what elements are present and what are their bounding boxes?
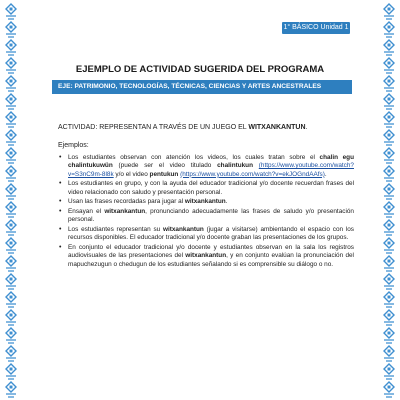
- item-bold: witxankantun: [185, 252, 227, 260]
- decorative-border-right: [382, 0, 396, 400]
- border-motif-icon: [384, 148, 394, 163]
- decorative-border-left: [4, 0, 18, 400]
- border-motif-icon: [384, 346, 394, 361]
- video-link-pentukun[interactable]: (https://www.youtube.com/watch?v=ekJOGndAAfs): [180, 170, 325, 178]
- item-text: Ensayan el: [68, 208, 105, 215]
- border-motif-icon: [384, 22, 394, 37]
- video-link-chalintukun[interactable]: (https://www.youtube.com/watch?v=S3nC9m-8l8k: [68, 162, 354, 178]
- item-bold: witxankantun: [104, 208, 146, 215]
- page-title: EJEMPLO DE ACTIVIDAD SUGERIDA DEL PROGRAMA: [75, 64, 325, 75]
- item-text: Usan las frases recordadas para jugar al: [68, 198, 185, 206]
- border-motif-icon: [384, 40, 394, 55]
- activity-name: WITXANKANTUN: [248, 124, 306, 131]
- border-motif-icon: [384, 274, 394, 289]
- activity-suffix: .: [305, 124, 308, 131]
- border-motif-icon: [6, 346, 16, 361]
- border-motif-icon: [384, 328, 394, 343]
- item-text: .: [324, 170, 327, 178]
- border-motif-icon: [384, 292, 394, 307]
- border-motif-icon: [6, 166, 16, 181]
- item-text: (jugar a visitarse) ambientando el espacio con los recursos disponibles. El educador tradicional y/o docente graban las presentaciones de los grupos.: [68, 226, 355, 242]
- border-motif-icon: [384, 382, 394, 397]
- item-text: y/o el video: [113, 170, 150, 178]
- activity-heading: [58, 124, 307, 131]
- border-motif-icon: [6, 22, 16, 37]
- border-motif-icon: [384, 130, 394, 145]
- item-text: Los estudiantes en grupo, y con la ayuda del educador tradicional y/o docente recuerdan frases del video relacionado con saludo y presentación personal.: [68, 180, 354, 196]
- border-motif-icon: [384, 94, 394, 109]
- border-motif-icon: [6, 4, 16, 19]
- border-motif-icon: [384, 184, 394, 199]
- border-motif-icon: [6, 274, 16, 289]
- border-motif-icon: [6, 94, 16, 109]
- item-text: (puede ser el video titulado: [112, 162, 218, 170]
- border-motif-icon: [6, 148, 16, 163]
- item-text: , y en conjunto evalúan la pronunciación del mapuchezugun o chedugun de los estudiantes señalando si es comprensible su diálogo o no.: [68, 252, 354, 268]
- item-bold: pentukun: [149, 170, 179, 178]
- examples-list: [58, 154, 354, 270]
- border-motif-icon: [6, 184, 16, 199]
- border-motif-icon: [384, 256, 394, 271]
- list-item: [58, 226, 354, 243]
- border-motif-icon: [6, 328, 16, 343]
- border-motif-icon: [384, 220, 394, 235]
- activity-prefix: ACTIVIDAD: REPRESENTAN A TRAVÉS DE UN JUEGO EL: [58, 124, 247, 131]
- border-pattern-right-icon: [382, 0, 396, 400]
- item-bold: witxankantun: [163, 226, 204, 233]
- border-motif-icon: [384, 4, 394, 19]
- item-text: .: [225, 198, 228, 206]
- item-bold: chalin egu chalintukuwün: [68, 154, 354, 170]
- list-item: [58, 198, 354, 206]
- list-item: [58, 244, 354, 269]
- border-motif-icon: [384, 166, 394, 181]
- border-motif-icon: [6, 220, 16, 235]
- border-pattern-left-icon: [4, 0, 18, 400]
- border-motif-icon: [6, 130, 16, 145]
- unit-badge: 1° BÁSICO Unidad 1: [282, 22, 350, 34]
- border-motif-icon: [6, 76, 16, 91]
- border-motif-icon: [6, 382, 16, 397]
- border-motif-icon: [384, 310, 394, 325]
- border-motif-icon: [384, 112, 394, 127]
- list-item: [58, 180, 354, 197]
- border-motif-icon: [384, 238, 394, 253]
- item-bold: chalintukun: [217, 162, 253, 170]
- border-motif-icon: [6, 112, 16, 127]
- item-text: Los estudiantes observan con atención los videos, los cuales tratan sobre el: [68, 154, 320, 161]
- item-text: En conjunto el educador tradicional y/o docente y estudiantes observan en la sala los registros audiovisuales de las presentaciones del: [68, 244, 354, 260]
- border-motif-icon: [6, 364, 16, 379]
- border-motif-icon: [6, 238, 16, 253]
- item-text: , pronunciando adecuadamente las frases de saludo y/o presentación personal.: [68, 208, 354, 224]
- item-bold: witxankantun: [184, 198, 226, 206]
- examples-label: Ejemplos:: [58, 142, 89, 149]
- border-motif-icon: [6, 202, 16, 217]
- border-motif-icon: [384, 202, 394, 217]
- item-text: Los estudiantes representan su: [68, 226, 163, 233]
- border-motif-icon: [6, 40, 16, 55]
- border-motif-icon: [6, 310, 16, 325]
- list-item: [58, 208, 354, 225]
- border-motif-icon: [6, 292, 16, 307]
- list-item: [58, 154, 354, 179]
- border-motif-icon: [384, 364, 394, 379]
- border-motif-icon: [384, 76, 394, 91]
- border-motif-icon: [384, 58, 394, 73]
- border-motif-icon: [6, 58, 16, 73]
- border-motif-icon: [6, 256, 16, 271]
- axis-banner: EJE: PATRIMONIO, TECNOLOGÍAS, TÉCNICAS, CIENCIAS Y ARTES ANCESTRALES: [52, 80, 352, 94]
